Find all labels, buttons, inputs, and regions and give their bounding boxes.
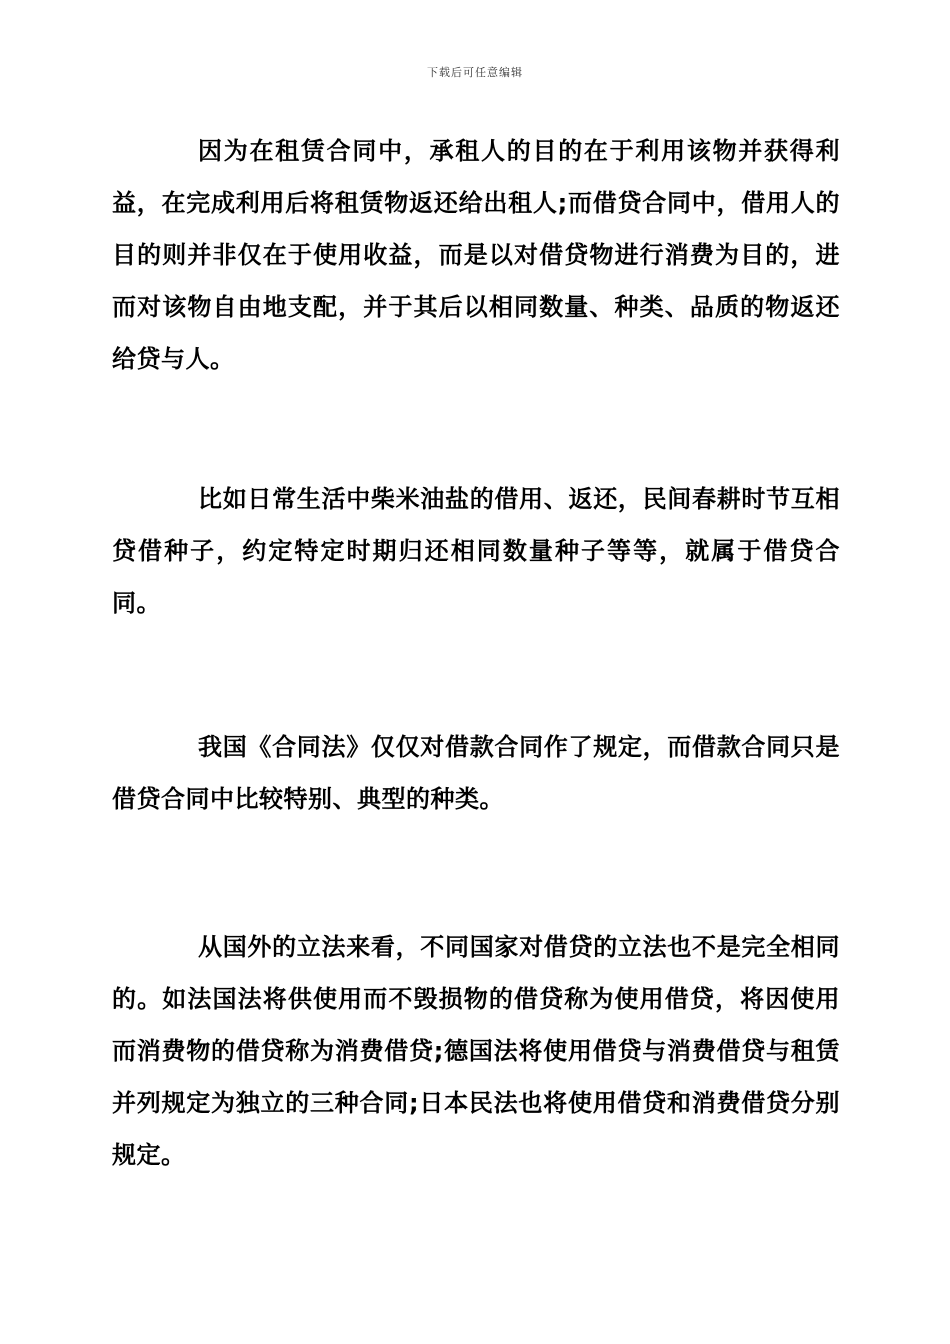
paragraph-daily-example: 比如日常生活中柴米油盐的借用、返还，民间春耕时节互相贷借种子，约定特定时期归还相同数量种子等等，就属于借贷合同。 [112, 485, 840, 617]
paragraph-contract-law: 我国《合同法》仅仅对借款合同作了规定，而借款合同只是借贷合同中比较特别、典型的种类。 [112, 733, 840, 813]
header-note: 下载后可任意编辑 [427, 66, 523, 79]
paragraph-lease-vs-loan: 因为在租赁合同中，承租人的目的在于利用该物并获得利益，在完成利用后将租赁物返还给出租人;而借贷合同中，借用人的目的则并非仅在于使用收益，而是以对借贷物进行消费为目的，进而对该物自由地支配，并于其后以相同数量、种类、品质的物返还给贷与人。 [112, 137, 840, 373]
paragraph-foreign-legislation: 从国外的立法来看，不同国家对借贷的立法也不是完全相同的。如法国法将供使用而不毁损物的借贷称为使用借贷，将因使用而消费物的借贷称为消费借贷;德国法将使用借贷与消费借贷与租赁并列规定为独立的三种合同;日本民法也将使用借贷和消费借贷分别规定。 [112, 933, 840, 1169]
